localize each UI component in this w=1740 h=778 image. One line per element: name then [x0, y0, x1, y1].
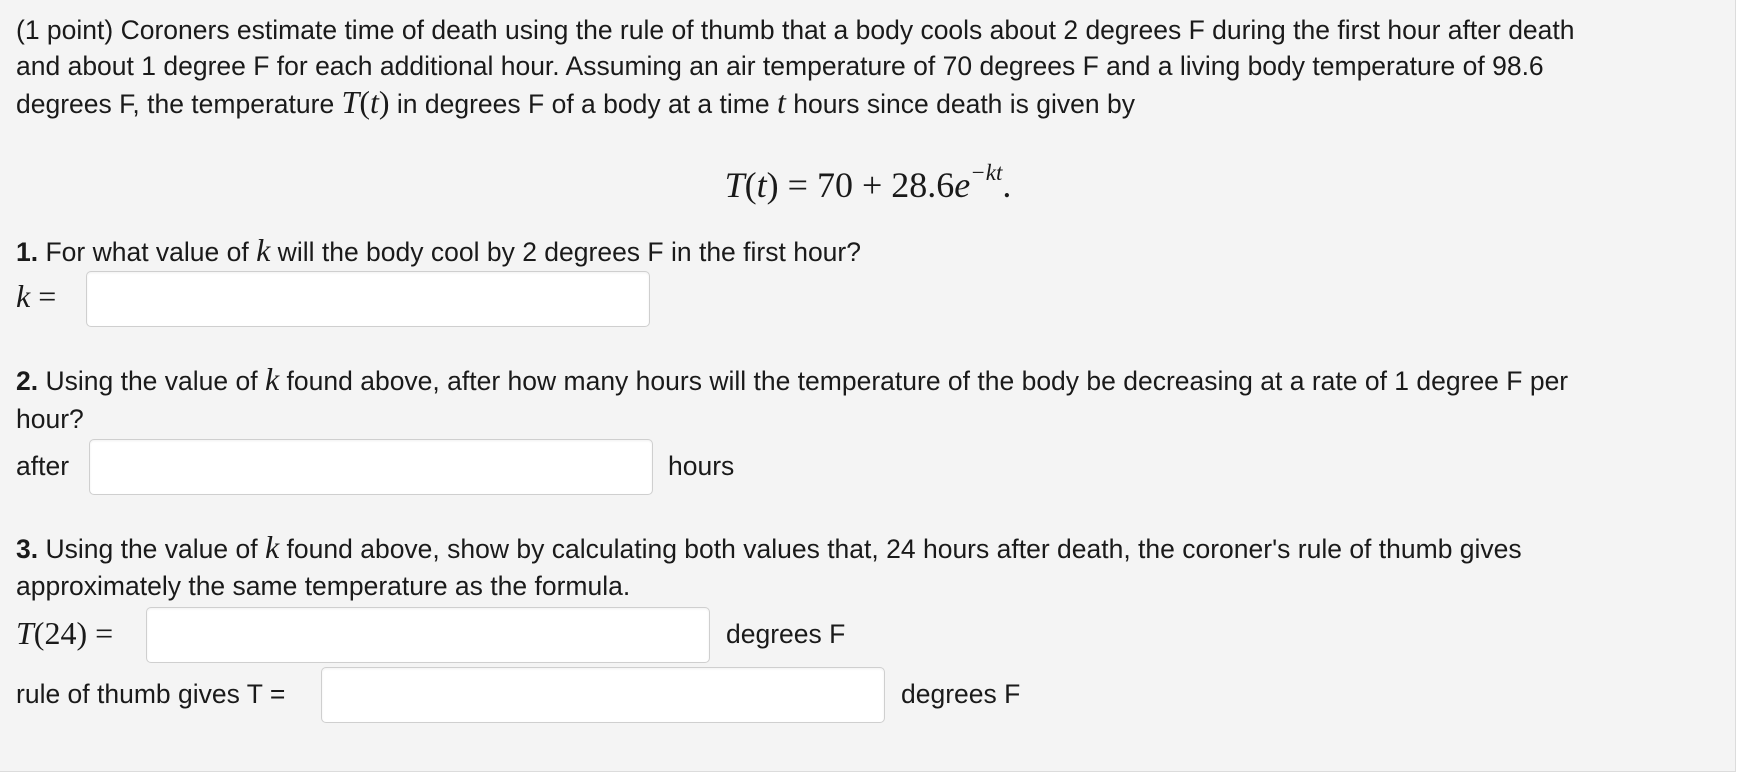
- q1-text: [16, 230, 861, 272]
- q1-text-part: will the body cool by 2 degrees F in the first hour?: [270, 237, 861, 267]
- q3-text-line-2: approximately the same temperature as the formula.: [16, 571, 631, 601]
- math-args: (24) =: [33, 615, 114, 651]
- q2-text-part: found above, after how many hours will the temperature of the body be decreasing at a rate of 1 degree F per: [279, 366, 1569, 396]
- math-equals: =: [30, 278, 57, 314]
- rule-suffix-label: degrees F: [901, 679, 1021, 709]
- k-input[interactable]: [86, 271, 650, 327]
- rule-of-thumb-label: rule of thumb gives T =: [16, 679, 286, 709]
- math-k: k: [16, 278, 31, 314]
- q2-text-part: Using the value of: [38, 366, 265, 396]
- math-k: k: [256, 232, 271, 268]
- formula-rhs: = 70 + 28.6: [778, 165, 955, 205]
- formula-T: T: [724, 165, 745, 205]
- q2-suffix-label: hours: [668, 451, 735, 481]
- math-paren: (: [359, 84, 370, 120]
- formula-t: t: [756, 165, 767, 205]
- formula-paren: ): [766, 165, 779, 205]
- rule-of-thumb-input[interactable]: [321, 667, 885, 723]
- math-paren: ): [378, 84, 390, 120]
- formula-paren: (: [744, 165, 757, 205]
- t24-suffix-label: degrees F: [726, 619, 846, 649]
- q2-text-line-2: hour?: [16, 404, 84, 434]
- q3-number: 3.: [16, 534, 39, 564]
- math-k: k: [264, 529, 280, 565]
- math-T: T: [341, 84, 360, 120]
- intro-text: degrees F, the temperature: [16, 89, 342, 119]
- intro-line-2: and about 1 degree F for each additional hour. Assuming an air temperature of 70 degrees F and a living body temperature of 98.6: [16, 51, 1544, 81]
- intro-line-1: (1 point) Coroners estimate time of death using the rule of thumb that a body cools about 2 degrees F during the first hour after death: [16, 15, 1575, 45]
- t24-label: [16, 613, 113, 655]
- formula-exponent: −kt: [970, 160, 1003, 185]
- formula-e: e: [954, 165, 971, 205]
- q2-text-line-1: [16, 359, 1568, 401]
- math-T: T: [16, 615, 34, 651]
- q1-label: [16, 276, 56, 318]
- q2-number: 2.: [16, 366, 39, 396]
- math-t: t: [776, 84, 786, 120]
- math-k: k: [264, 361, 280, 397]
- intro-line-3: [16, 82, 1135, 124]
- q1-text-part: For what value of: [38, 237, 257, 267]
- intro-text: in degrees F of a body at a time: [389, 89, 777, 119]
- q1-number: 1.: [16, 237, 39, 267]
- formula-display: [0, 152, 1736, 210]
- hours-input[interactable]: [89, 439, 653, 495]
- math-t: t: [370, 84, 379, 120]
- q3-text-part: found above, show by calculating both values that, 24 hours after death, the coroner's rule of thumb gives: [279, 534, 1522, 564]
- intro-text: hours since death is given by: [785, 89, 1135, 119]
- q3-text-line-1: [16, 527, 1522, 569]
- q2-prefix-label: after: [16, 451, 70, 481]
- t24-input[interactable]: [146, 607, 710, 663]
- q3-text-part: Using the value of: [38, 534, 265, 564]
- formula-period: .: [1002, 165, 1012, 205]
